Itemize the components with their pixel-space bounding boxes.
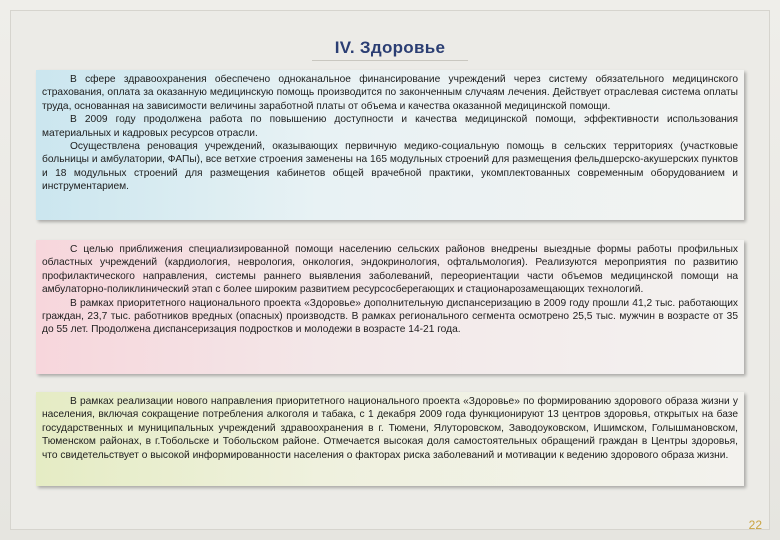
text-block-healthcare-financing [36, 70, 744, 220]
paragraph: В рамках реализации нового направления приоритетного национального проекта «Здоровье» по формированию здорового образа жизни у населения, включая сокращение потребления алкоголя и табака, с 1 декабря 2009 года функционируют 13 центров здоровья, открытых на базе государственных и муниципальных учреждений здравоохранения в г. Тюмени, Ялуторовском, Заводоуковском, Ишимском, Голышмановском, Тюменском районах, в г.Тобольске и Тобольском районе. Отмечается высокая доля самостоятельных обращений граждан в Центры здоровья, что свидетельствует о высокой информированности населения о факторах риска заболеваний и мотивации к ведению здорового образа жизни. [42, 396, 738, 461]
text-block-specialized-care [36, 240, 744, 374]
paragraph: Осуществлена реновация учреждений, оказывающих первичную медико-социальную помощь в сельских территориях (участковые больницы и амбулатории, ФАПы), все ветхие строения заменены на 165 модульных строений для размещения фельдшерско-акушерских пунктов и 18 модульных строений для размещения кабинетов общей врачебной практики, укомплектованных современным оборудованием и инструментарием. [42, 141, 738, 193]
page-number: 22 [748, 518, 762, 532]
paragraph: В сфере здравоохранения обеспечено одноканальное финансирование учреждений через систему обязательного медицинского страхования, оплата за оказанную медицинскую помощь производится по законченным случаям лечения. Действует отраслевая система оплаты труда, основанная на зависимости величины заработной платы от объема и качества оказанной медицинской помощи. [42, 74, 738, 112]
title-underline [312, 60, 468, 61]
paragraph: С целью приближения специализированной помощи населению сельских районов внедрены выездные формы работы профильных областных учреждений (кардиология, неврология, онкология, эндокринология, офтальмология). Реализуются мероприятия по развитию профилактического направления, системы раннего выявления заболеваний, переориентации части объемов медицинской помощи на амбулаторно-поликлинический этап с более широким развитием ресурсосберегающих и стационарозамещающих технологий. [42, 244, 738, 296]
text-block-health-centers [36, 392, 744, 486]
page-title: IV. Здоровье [334, 38, 446, 57]
paragraph: В 2009 году продолжена работа по повышению доступности и качества медицинской помощи, эффективности использования материальных и кадровых ресурсов отрасли. [42, 114, 738, 139]
paragraph: В рамках приоритетного национального проекта «Здоровье» дополнительную диспансеризацию в 2009 году прошли 41,2 тыс. работающих граждан, 23,7 тыс. работников вредных (опасных) производств. В рамках регионального сегмента осмотрено 25,5 тыс. мужчин в возрасте от 35 до 55 лет. Продолжена диспансеризация подростков и молодежи в возрасте 14-21 года. [42, 297, 738, 336]
